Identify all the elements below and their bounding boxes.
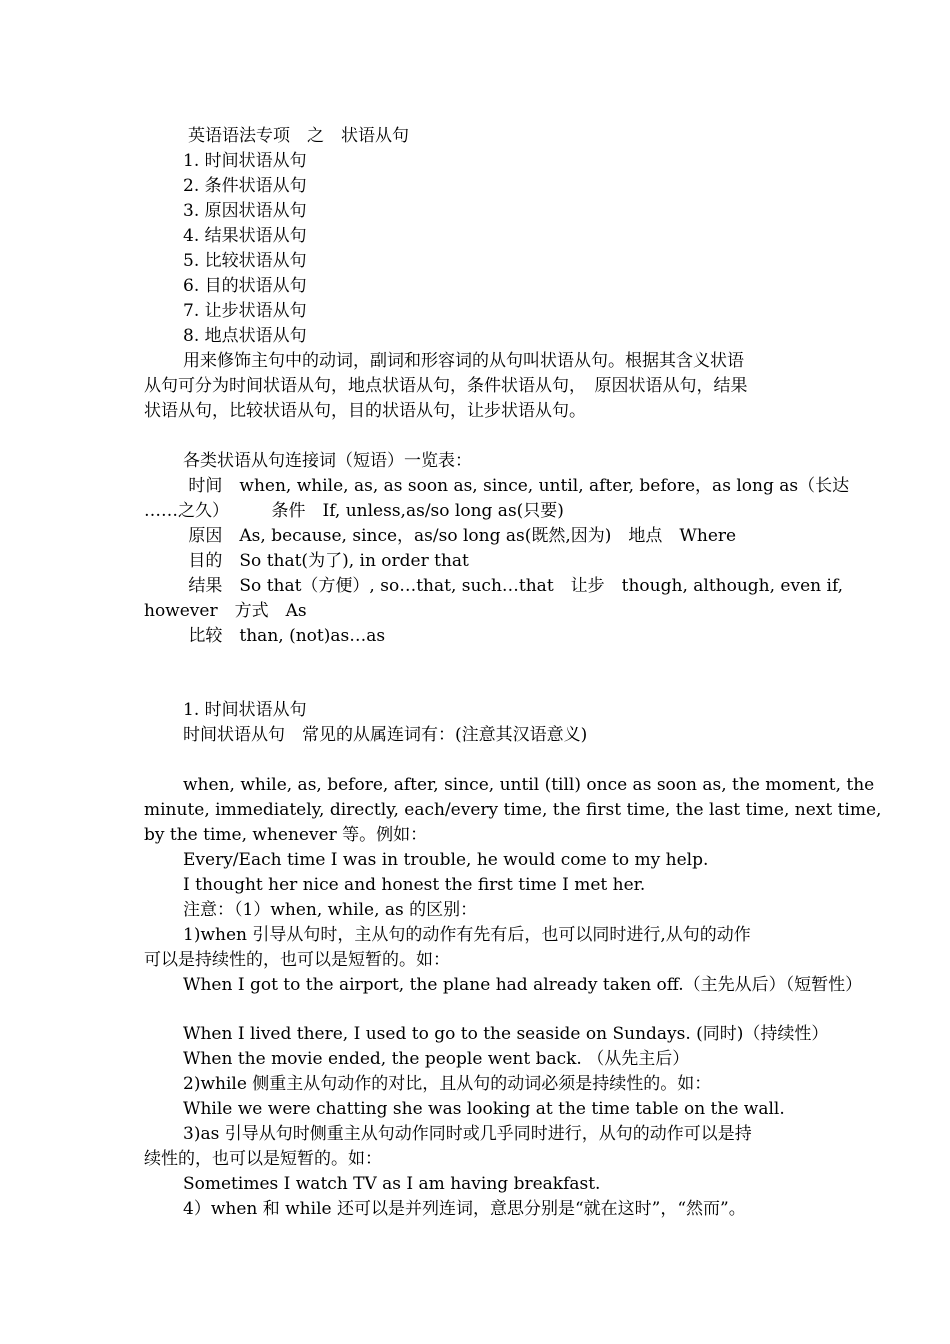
toc-item: 7. 让步状语从句 [183, 301, 307, 321]
rule-line: 2)while 侧重主从句动作的对比，且从句的动词必须是持续性的。如： [183, 1074, 712, 1094]
section-heading: 1. 时间状语从句 [183, 700, 307, 720]
example-sentence: When I lived there, I used to go to the seaside on Sundays. (同时)（持续性） [183, 1024, 829, 1044]
example-sentence: I thought her nice and honest the first time I met her. [183, 875, 646, 895]
example-sentence: Sometimes I watch TV as I am having breakfast. [183, 1174, 601, 1194]
conj-line: by the time, whenever 等。例如： [144, 825, 428, 845]
document-title: 英语语法专项 之 状语从句 [188, 126, 409, 146]
note-line: 注意：（1）when, while, as 的区别： [183, 900, 478, 920]
table-line: 原因 As, because, since，as/so long as(既然,因为) 地点 Where [183, 526, 737, 546]
toc-item: 4. 结果状语从句 [183, 226, 307, 246]
toc-item: 3. 原因状语从句 [183, 201, 307, 221]
rule-line: 4）when 和 while 还可以是并列连词，意思分别是“就在这时”，“然而”。 [183, 1199, 746, 1219]
example-sentence: When the movie ended, the people went back. （从先主后） [183, 1049, 690, 1069]
table-line: 目的 So that(为了), in order that [183, 551, 469, 571]
intro-line: 用来修饰主句中的动词，副词和形容词的从句叫状语从句。根据其含义状语 [183, 351, 744, 371]
table-title: 各类状语从句连接词（短语）一览表： [183, 451, 472, 471]
table-line: however 方式 As [144, 601, 307, 621]
table-line: 比较 than, (not)as…as [183, 626, 386, 646]
toc-item: 8. 地点状语从句 [183, 326, 307, 346]
rule-line: 续性的，也可以是短暂的。如： [144, 1149, 382, 1169]
rule-line: 可以是持续性的，也可以是短暂的。如： [144, 950, 450, 970]
example-sentence: While we were chatting she was looking at the time table on the wall. [183, 1099, 785, 1119]
toc-item: 6. 目的状语从句 [183, 276, 307, 296]
conj-line: when, while, as, before, after, since, until (till) once as soon as, the moment, the [183, 775, 875, 795]
conj-line: minute, immediately, directly, each/every time, the first time, the last time, next time, [144, 800, 882, 820]
toc-item: 5. 比较状语从句 [183, 251, 307, 271]
table-line: 时间 when, while, as, as soon as, since, until, after, before，as long as（长达 [183, 476, 850, 496]
toc-item: 1. 时间状语从句 [183, 151, 307, 171]
intro-line: 状语从句，比较状语从句，目的状语从句，让步状语从句。 [144, 401, 586, 421]
section-subheading: 时间状语从句 常见的从属连词有：(注意其汉语意义) [183, 725, 588, 745]
intro-line: 从句可分为时间状语从句，地点状语从句，条件状语从句， 原因状语从句，结果 [144, 376, 748, 396]
table-line: 结果 So that（方便）, so…that, such…that 让步 though, although, even if, [183, 576, 844, 596]
example-sentence: When I got to the airport, the plane had already taken off.（主先从后）（短暂性） [183, 975, 863, 995]
example-sentence: Every/Each time I was in trouble, he would come to my help. [183, 850, 709, 870]
rule-line: 1)when 引导从句时，主从句的动作有先有后，也可以同时进行,从句的动作 [183, 925, 751, 945]
table-line: ……之久） 条件 If, unless,as/so long as(只要) [144, 501, 564, 521]
rule-line: 3)as 引导从句时侧重主从句动作同时或几乎同时进行，从句的动作可以是持 [183, 1124, 752, 1144]
toc-item: 2. 条件状语从句 [183, 176, 307, 196]
